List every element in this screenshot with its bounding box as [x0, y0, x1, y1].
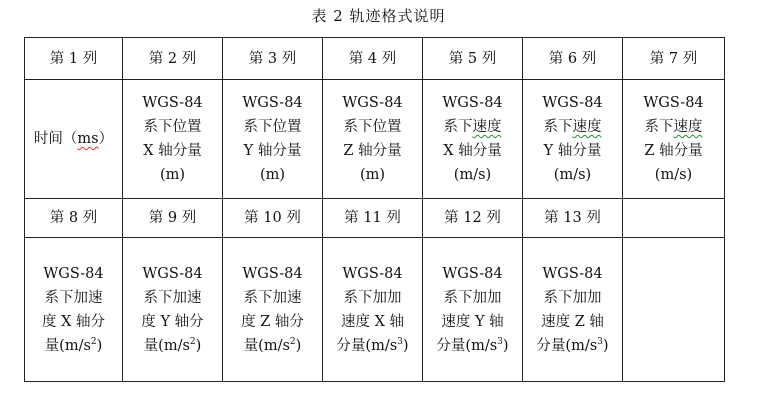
desc-col-12: WGS-84 系下加加 速度 Y 轴 分量$(m/s^3)$ — [423, 238, 523, 382]
desc-col-8: WGS-84 系下加速 度 X 轴分 量$(m/s^2)$ — [25, 238, 123, 382]
desc-col-3: WGS-84 系下位置 Y 轴分量 (m) — [223, 80, 323, 199]
header-col-6: 第 6 列 — [523, 38, 623, 80]
desc-col-4: WGS-84 系下位置 Z 轴分量 (m) — [323, 80, 423, 199]
header-row-2 — [25, 199, 725, 238]
desc-col-5: WGS-84 系下速度 X 轴分量 (m/s) — [423, 80, 523, 199]
desc-col-7: WGS-84 系下速度 Z 轴分量 (m/s) — [623, 80, 725, 199]
desc-col-empty — [623, 238, 725, 382]
header-col-10: 第 10 列 — [223, 199, 323, 238]
speed-word: 速度 — [673, 119, 703, 135]
header-col-3: 第 3 列 — [223, 38, 323, 80]
header-col-13: 第 13 列 — [523, 199, 623, 238]
header-col-8: 第 8 列 — [25, 199, 123, 238]
header-col-1: 第 1 列 — [25, 38, 123, 80]
description-row-1 — [25, 80, 725, 199]
header-col-4: 第 4 列 — [323, 38, 423, 80]
header-col-11: 第 11 列 — [323, 199, 423, 238]
header-row-1 — [25, 38, 725, 80]
desc-col-9: WGS-84 系下加速 度 Y 轴分 量$(m/s^2)$ — [123, 238, 223, 382]
desc-col-6: WGS-84 系下速度 Y 轴分量 (m/s) — [523, 80, 623, 199]
trajectory-format-table — [24, 37, 725, 382]
header-col-empty — [623, 199, 725, 238]
header-col-2: 第 2 列 — [123, 38, 223, 80]
desc-col-11: WGS-84 系下加加 速度 X 轴 分量$(m/s^3)$ — [323, 238, 423, 382]
header-col-5: 第 5 列 — [423, 38, 523, 80]
table-caption: 表 2 轨迹格式说明 — [311, 7, 446, 25]
desc-col-1: 时间（ms） — [25, 80, 123, 199]
desc-col-2: WGS-84 系下位置 X 轴分量 (m) — [123, 80, 223, 199]
header-col-7: 第 7 列 — [623, 38, 725, 80]
description-row-2 — [25, 238, 725, 382]
speed-word: 速度 — [572, 119, 602, 135]
header-col-9: 第 9 列 — [123, 199, 223, 238]
desc-col-13: WGS-84 系下加加 速度 Z 轴 分量$(m/s^3)$ — [523, 238, 623, 382]
speed-word: 速度 — [472, 119, 502, 135]
ms-unit: ms — [77, 131, 99, 147]
header-col-12: 第 12 列 — [423, 199, 523, 238]
desc-col-10: WGS-84 系下加速 度 Z 轴分 量$(m/s^2)$ — [223, 238, 323, 382]
